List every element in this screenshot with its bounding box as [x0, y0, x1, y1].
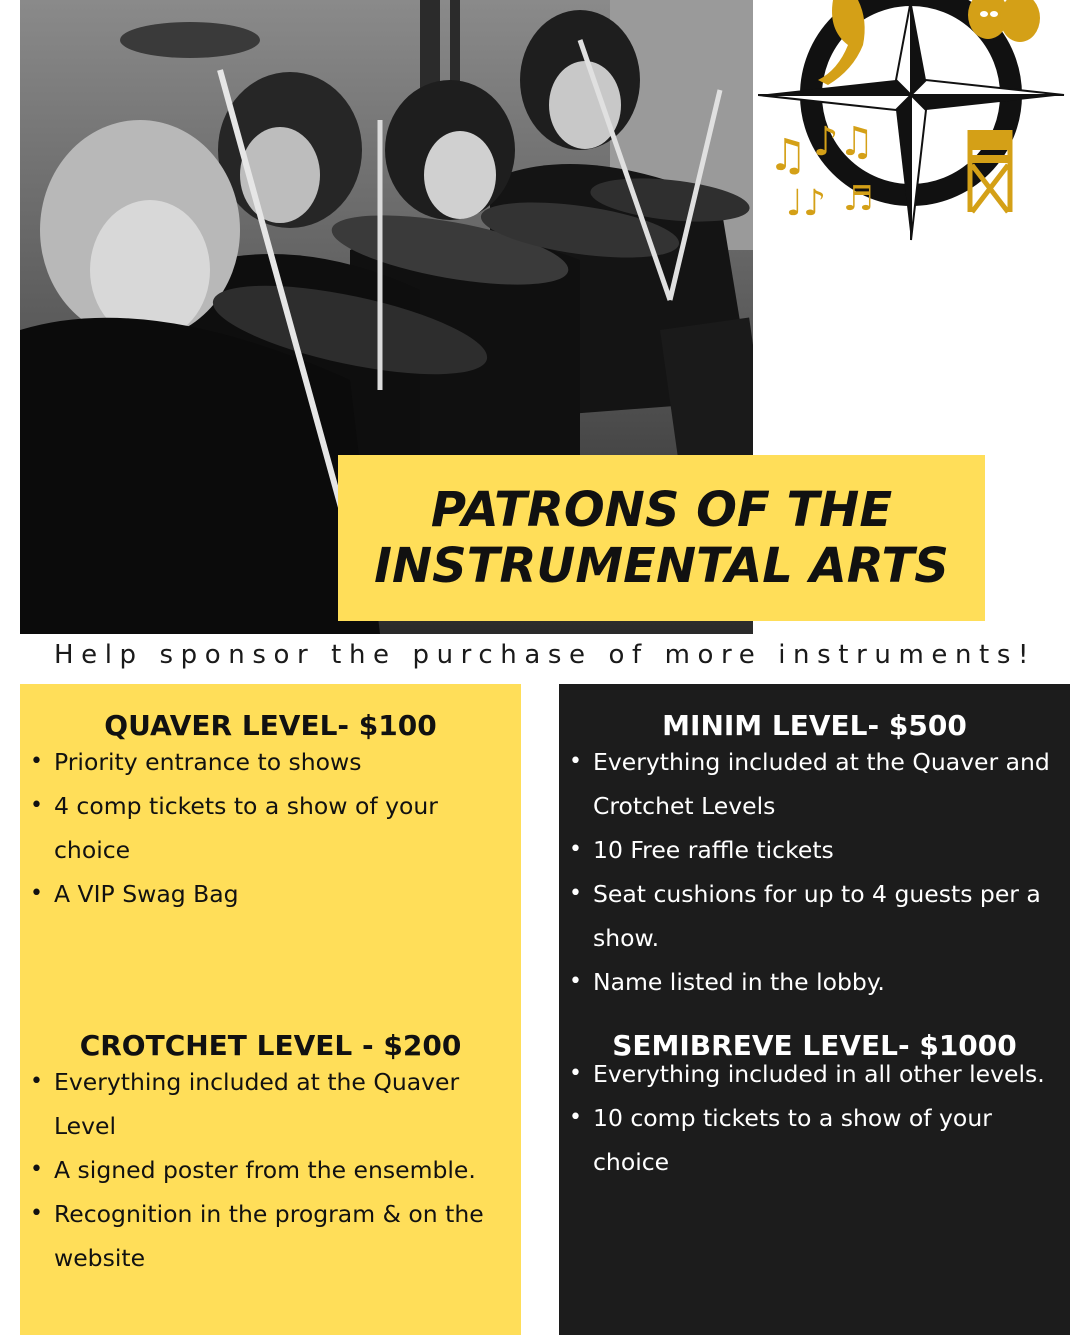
svg-text:♪♫: ♪♫	[813, 119, 875, 165]
page-title-line-2: INSTRUMENTAL ARTS	[374, 538, 949, 594]
benefit-text: Priority entrance to shows	[54, 748, 362, 776]
level-quaver	[20, 706, 521, 916]
benefit-list	[20, 1060, 521, 1280]
level-minim	[559, 706, 1070, 1004]
benefit-text: Everything included at the Quaver Level	[54, 1068, 460, 1140]
svg-text:♩♪: ♩♪	[786, 183, 826, 224]
bullet-icon: •	[569, 1061, 582, 1086]
bullet-icon: •	[569, 749, 582, 774]
benefit-list	[20, 740, 521, 916]
level-heading: CROTCHET LEVEL - $200	[79, 1029, 462, 1062]
benefit-list	[559, 1052, 1070, 1184]
benefit-text: A signed poster from the ensemble.	[54, 1156, 476, 1184]
svg-text:♫: ♫	[768, 130, 808, 181]
benefit-text: Recognition in the program & on the website	[54, 1200, 484, 1272]
level-heading: SEMIBREVE LEVEL- $1000	[612, 1029, 1017, 1062]
benefit-text: Everything included in all other levels.	[593, 1060, 1045, 1088]
panel-minim-semibreve	[559, 684, 1070, 1335]
benefit-text: Seat cushions for up to 4 guests per a show.	[593, 880, 1041, 952]
benefit-text: 10 Free raffle tickets	[593, 836, 834, 864]
list-item	[559, 960, 1070, 1004]
page-title-line-1: PATRONS OF THE	[430, 482, 893, 538]
bullet-icon: •	[30, 1069, 43, 1094]
level-heading: QUAVER LEVEL- $100	[104, 709, 437, 742]
list-item	[559, 1096, 1070, 1184]
benefit-text: Name listed in the lobby.	[593, 968, 885, 996]
panel-quaver-crotchet	[20, 684, 521, 1335]
list-item	[20, 784, 521, 872]
level-crotchet	[20, 1026, 521, 1280]
benefit-text: 10 comp tickets to a show of your choice	[593, 1104, 992, 1176]
list-item	[559, 828, 1070, 872]
benefit-list	[559, 740, 1070, 1004]
list-item	[559, 872, 1070, 960]
list-item	[20, 1192, 521, 1280]
compass-icon	[758, 0, 1068, 245]
bullet-icon: •	[569, 969, 582, 994]
level-semibreve	[559, 1026, 1070, 1184]
list-item	[20, 740, 521, 784]
bullet-icon: •	[30, 1157, 43, 1182]
bullet-icon: •	[30, 1201, 43, 1226]
list-item	[559, 740, 1070, 828]
list-item	[20, 872, 521, 916]
level-heading: MINIM LEVEL- $500	[662, 709, 967, 742]
bullet-icon: •	[30, 793, 43, 818]
title-banner	[338, 455, 985, 621]
list-item	[559, 1052, 1070, 1096]
compass-arts-logo	[758, 0, 1068, 245]
list-item	[20, 1060, 521, 1148]
tagline: Help sponsor the purchase of more instruments!	[53, 640, 1037, 670]
list-item	[20, 1148, 521, 1192]
bullet-icon: •	[569, 837, 582, 862]
bullet-icon: •	[569, 1105, 582, 1130]
svg-text:♬: ♬	[843, 179, 874, 219]
benefit-text: A VIP Swag Bag	[54, 880, 239, 908]
bullet-icon: •	[569, 881, 582, 906]
benefit-text: Everything included at the Quaver and Crotchet Levels	[593, 748, 1050, 820]
benefit-text: 4 comp tickets to a show of your choice	[54, 792, 438, 864]
bullet-icon: •	[30, 749, 43, 774]
bullet-icon: •	[30, 881, 43, 906]
